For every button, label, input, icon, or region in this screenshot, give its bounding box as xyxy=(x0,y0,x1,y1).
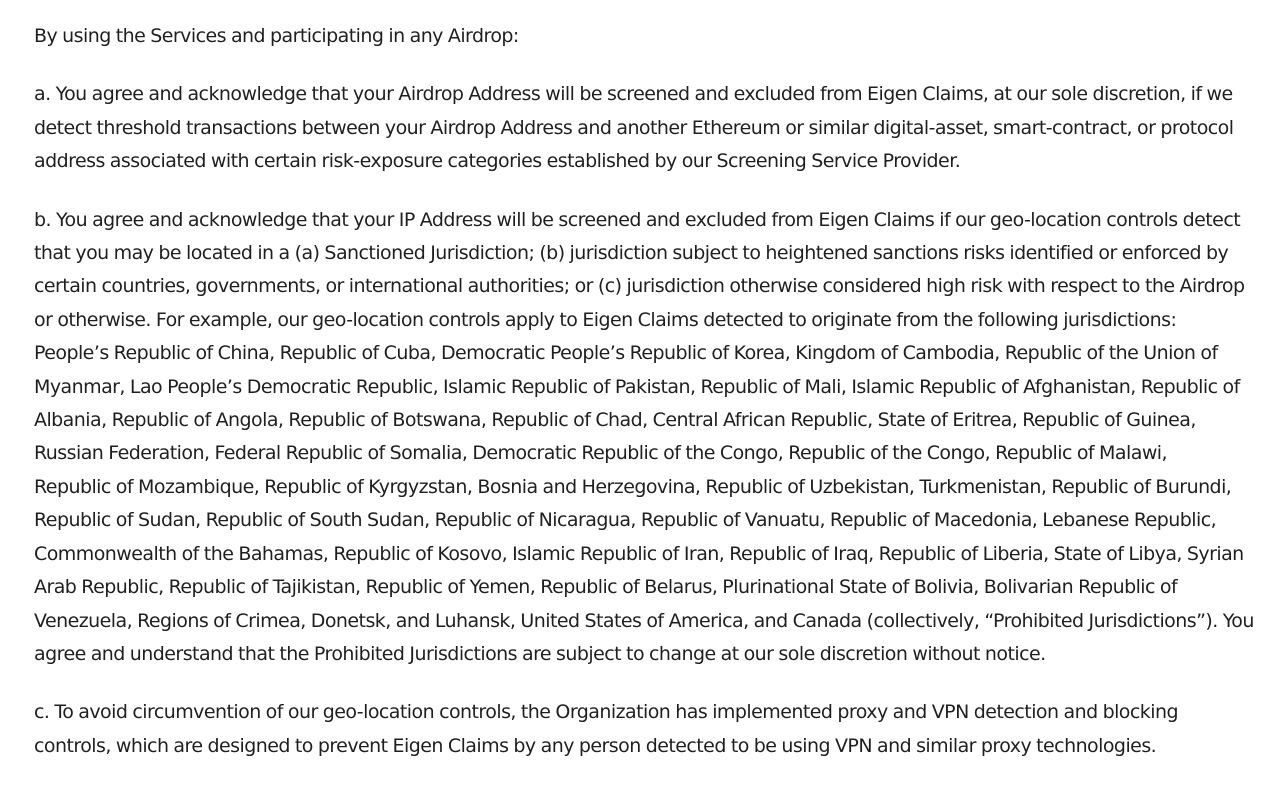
clause-b-line: agree and understand that the Prohibited Jurisdictions are subject to change at our sole discretion without notice. xyxy=(34,642,1046,665)
intro-text: By using the Services and participating in any Airdrop: xyxy=(34,25,519,47)
clause-a xyxy=(34,78,1252,178)
clause-b-line: certain countries, governments, or international authorities; or (c) jurisdiction otherwise considered high risk with respect to the Airdrop xyxy=(34,275,1245,298)
clause-b-line: Arab Republic, Republic of Tajikistan, Republic of Yemen, Republic of Belarus, Plurinational State of Bolivia, Bolivarian Republic of xyxy=(34,576,1178,599)
clause-c-line: c. To avoid circumvention of our geo-location controls, the Organization has implemented proxy and VPN detection and blocking xyxy=(34,701,1178,724)
clause-b-line: or otherwise. For example, our geo-location controls apply to Eigen Claims detected to originate from the following jurisdictions: xyxy=(34,308,1177,331)
clause-b-line: Venezuela, Regions of Crimea, Donetsk, and Luhansk, United States of America, and Canada (collectively, “Prohibited Jurisdictions”). You xyxy=(34,609,1254,632)
clause-a-line: a. You agree and acknowledge that your Airdrop Address will be screened and excluded from Eigen Claims, at our sole discretion, if we xyxy=(34,83,1233,106)
clause-c xyxy=(34,696,1252,763)
clause-b-line: Republic of Mozambique, Republic of Kyrgyzstan, Bosnia and Herzegovina, Republic of Uzbekistan, Turkmenistan, Republic of Burundi, xyxy=(34,475,1232,498)
clause-a-line: detect threshold transactions between your Airdrop Address and another Ethereum or similar digital-asset, smart-contract, or protocol xyxy=(34,116,1234,139)
clause-a-line: address associated with certain risk-exposure categories established by our Screening Service Provider. xyxy=(34,150,961,173)
clause-b-line: Russian Federation, Federal Republic of Somalia, Democratic Republic of the Congo, Republic of the Congo, Republic of Malawi, xyxy=(34,442,1168,465)
clause-c-line: controls, which are designed to prevent Eigen Claims by any person detected to be using VPN and similar proxy technologies. xyxy=(34,734,1157,757)
clause-b-line: Myanmar, Lao People’s Democratic Republic, Islamic Republic of Pakistan, Republic of Mali, Islamic Republic of Afghanistan, Republic of xyxy=(34,375,1240,398)
clause-b-line: Commonwealth of the Bahamas, Republic of Kosovo, Islamic Republic of Iran, Republic of Iraq, Republic of Liberia, State of Libya, Syrian xyxy=(34,542,1244,565)
clause-b-line: b. You agree and acknowledge that your IP Address will be screened and excluded from Eigen Claims if our geo-location controls detect xyxy=(34,208,1241,231)
clause-b-line: that you may be located in a (a) Sanctioned Jurisdiction; (b) jurisdiction subject to heightened sanctions risks identified or enforced by xyxy=(34,242,1229,265)
clause-b-line: Albania, Republic of Angola, Republic of Botswana, Republic of Chad, Central African Republic, State of Eritrea, Republic of Guinea, xyxy=(34,409,1196,432)
clause-b xyxy=(34,204,1252,672)
clause-b-line: Republic of Sudan, Republic of South Sudan, Republic of Nicaragua, Republic of Vanuatu, Republic of Macedonia, Lebanese Republic, xyxy=(34,509,1217,532)
clause-b-line: People’s Republic of China, Republic of Cuba, Democratic People’s Republic of Korea, Kingdom of Cambodia, Republic of the Union of xyxy=(34,342,1218,365)
